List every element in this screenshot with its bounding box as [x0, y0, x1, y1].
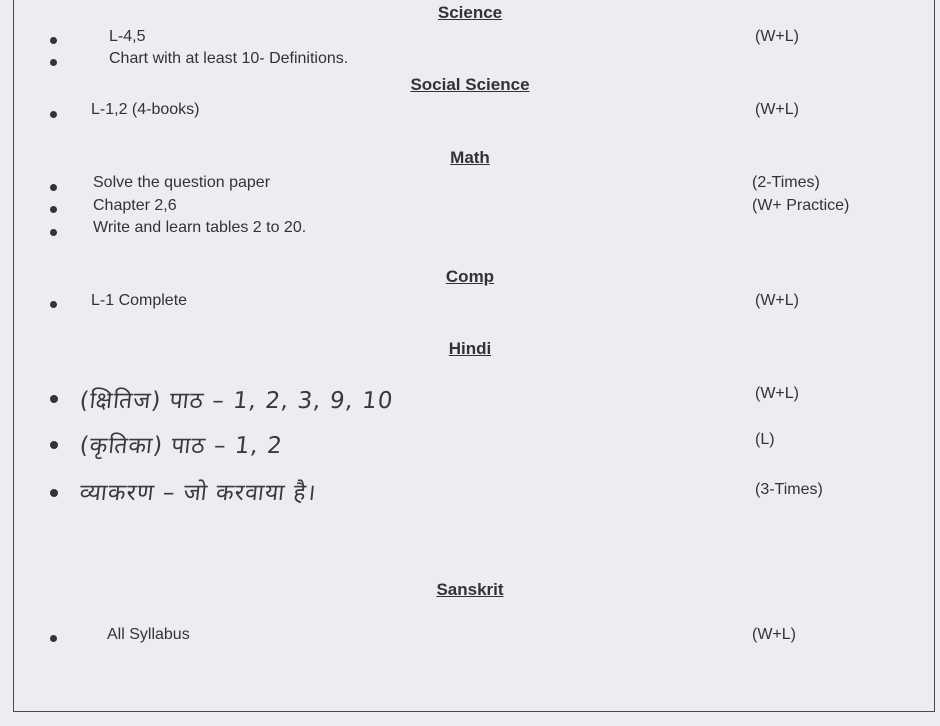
math-item-1-note: (2-Times) — [752, 174, 820, 191]
bullet — [50, 489, 58, 497]
social-science-item-1-note: (W+L) — [755, 101, 799, 118]
sanskrit-item-1-note: (W+L) — [752, 626, 796, 643]
hindi-item-2-note: (L) — [755, 431, 775, 448]
hindi-item-3-text: व्याकरण – जो करवाया है। — [78, 480, 318, 506]
social-science-item-1-text: L-1,2 (4-books) — [91, 101, 200, 118]
math-item-2-text: Chapter 2,6 — [93, 197, 177, 214]
bullet — [50, 37, 57, 44]
comp-item-1-note: (W+L) — [755, 292, 799, 309]
sanskrit-heading: Sanskrit — [436, 580, 504, 599]
science-item-1-text: L-4,5 — [109, 28, 146, 45]
bullet — [50, 395, 58, 403]
bullet — [50, 111, 57, 118]
science-heading: Science — [437, 3, 503, 22]
bullet — [50, 635, 57, 642]
bullet — [50, 59, 57, 66]
hindi-item-2-text: (कृतिका) पाठ – 1, 2 — [78, 433, 285, 459]
science-item-2-text: Chart with at least 10- Definitions. — [109, 50, 349, 67]
bullet — [50, 301, 57, 308]
math-item-1-text: Solve the question paper — [93, 174, 271, 191]
bullet — [50, 229, 57, 236]
social-science-heading: Social Science — [410, 75, 530, 94]
sanskrit-item-1-text: All Syllabus — [107, 626, 190, 643]
comp-item-1-text: L-1 Complete — [91, 292, 188, 309]
bullet — [50, 441, 58, 449]
math-item-2-note: (W+ Practice) — [752, 197, 850, 214]
bullet — [50, 184, 57, 191]
hindi-item-1-text: (क्षितिज) पाठ – 1, 2, 3, 9, 10 — [78, 388, 395, 414]
hindi-heading: Hindi — [448, 339, 492, 358]
bullet — [50, 206, 57, 213]
comp-heading: Comp — [445, 267, 495, 286]
science-item-1-note: (W+L) — [755, 28, 799, 45]
hindi-item-1-note: (W+L) — [755, 385, 799, 402]
math-heading: Math — [450, 148, 490, 167]
hindi-item-3-note: (3-Times) — [755, 481, 823, 498]
math-item-3-text: Write and learn tables 2 to 20. — [93, 219, 307, 236]
